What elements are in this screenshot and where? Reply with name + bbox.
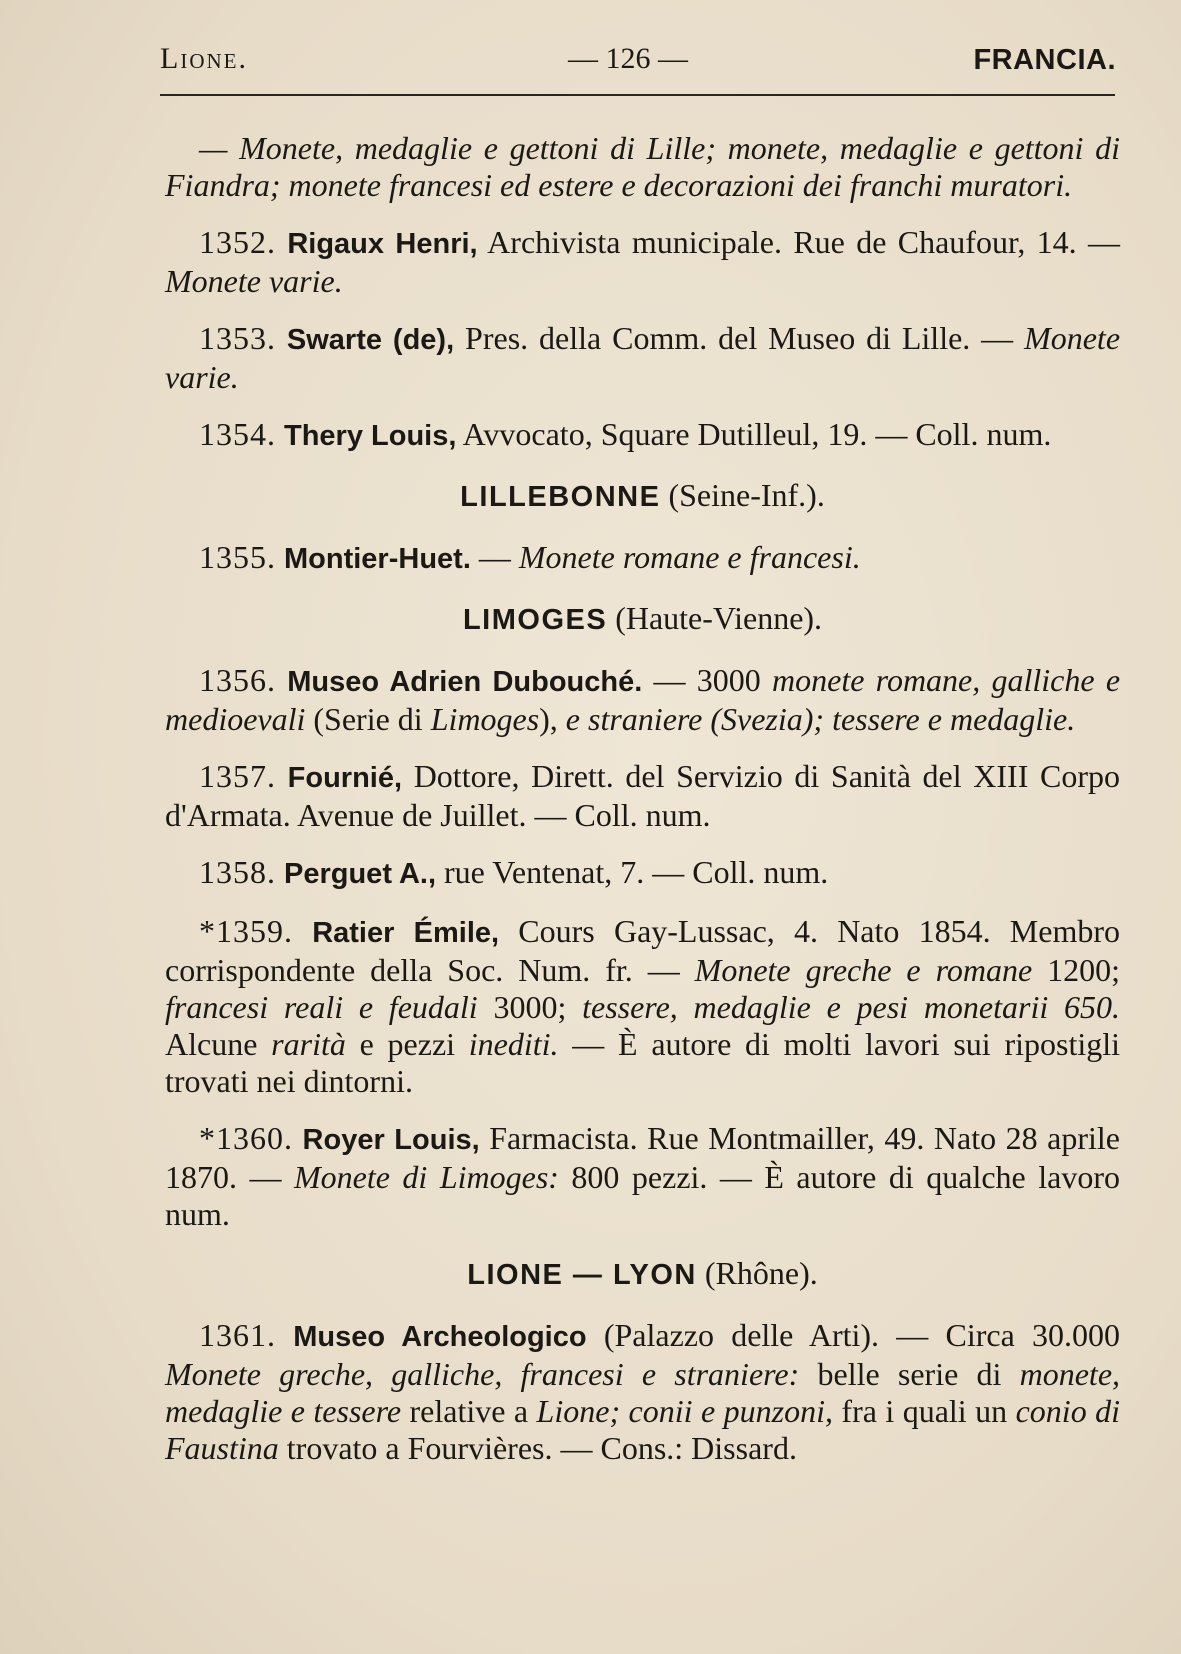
entry-text: rue Ventenat, 7. — Coll. num. <box>436 854 829 890</box>
entry-number: 1354. <box>199 416 276 452</box>
entry-italic: Limoges <box>430 701 540 737</box>
running-head-right: FRANCIA. <box>973 44 1116 76</box>
entry-name: Museo Archeologico <box>293 1321 587 1353</box>
entry-italic: Monete varie. <box>165 263 343 299</box>
entry-name: Montier-Huet. <box>284 543 471 575</box>
entry-italic: rarità <box>271 1026 346 1062</box>
entry-italic: Monete di Limoges: <box>293 1159 559 1195</box>
entry-text: 800 pezzi. — È autore di qualche lavoro num. <box>165 1159 1120 1232</box>
entry-text: e pezzi <box>345 1026 469 1062</box>
entry-italic: inediti. <box>468 1026 559 1062</box>
entry-italic: francesi reali e feudali <box>165 989 478 1025</box>
continued-paragraph: — Monete, medaglie e gettoni di Lille; monete, medaglie e gettoni di Fiandra; monete francesi ed estere e decorazioni dei franchi muratori. <box>165 130 1120 203</box>
header-rule <box>160 94 1115 96</box>
entry-italic: Monete romane e francesi. <box>518 539 861 575</box>
entry-name: Swarte (de), <box>286 324 455 356</box>
entry-text: belle serie di <box>799 1356 1020 1392</box>
entry-1357 <box>165 758 1120 834</box>
entry-name: Perguet A., <box>284 858 437 890</box>
entry-1360 <box>165 1120 1120 1233</box>
entry-name: Thery Louis, <box>284 420 457 452</box>
entry-text: Avvocato, Square Dutilleul, 19. — Coll. num. <box>456 416 1052 452</box>
entry-text: fra i quali un <box>832 1393 1016 1429</box>
entry-italic: Monete greche e romane <box>694 952 1033 988</box>
entry-text: 1200; <box>1032 952 1121 988</box>
entry-number: 1361. <box>199 1317 276 1353</box>
place-heading-lione <box>165 1253 1120 1295</box>
entry-number: 1353. <box>199 320 276 356</box>
entry-text: relative a <box>401 1393 537 1429</box>
entry-text: 3000; <box>477 989 583 1025</box>
entry-text: trovato a Fourvières. — Cons.: Dissard. <box>278 1430 797 1466</box>
entry-number: *1360. <box>199 1120 293 1156</box>
entry-text: Archivista municipale. Rue de Chaufour, 14. — <box>477 224 1120 260</box>
entry-1354 <box>165 416 1120 455</box>
page-header <box>160 42 1120 82</box>
entry-name: Rigaux Henri, <box>287 228 478 260</box>
entry-1356 <box>165 662 1120 738</box>
entry-1355 <box>165 539 1120 578</box>
running-head-left: Lione. <box>160 42 248 75</box>
entry-italic: e straniere (Svezia); tessere e medaglie. <box>565 701 1076 737</box>
place-name: LIONE — LYON <box>467 1259 697 1291</box>
entry-name: Museo Adrien Dubouché. <box>287 666 643 698</box>
entry-1358 <box>165 854 1120 893</box>
entry-1361 <box>165 1317 1120 1467</box>
entry-italic: Monete greche, galliche, francesi e straniere: <box>165 1356 800 1392</box>
entry-italic: Monete varie. <box>165 320 1121 395</box>
entry-1359 <box>165 913 1120 1100</box>
entry-number: 1352. <box>199 224 276 260</box>
entry-italic: monete romane, galliche e medioevali <box>165 662 1121 737</box>
entry-text: (Serie di <box>305 701 431 737</box>
entry-text: Farmacista. Rue Montmailler, 49. Nato 28 aprile 1870. — <box>165 1120 1121 1195</box>
entry-1353 <box>165 320 1120 396</box>
entry-text: — 3000 <box>642 662 773 698</box>
entry-number: 1358. <box>199 854 276 890</box>
entry-number: 1355. <box>199 539 276 575</box>
place-heading-limoges <box>165 598 1120 640</box>
entry-text: — <box>470 539 519 575</box>
entry-italic: Lione; conii e punzoni, <box>536 1393 833 1429</box>
entry-name: Fournié, <box>287 762 403 794</box>
entry-number: 1357. <box>199 758 276 794</box>
entry-italic: conio di Faustina <box>165 1393 1121 1466</box>
page-number: — 126 — <box>568 42 688 75</box>
entry-text: Alcune <box>165 1026 272 1062</box>
entry-italic: tessere, medaglie e pesi monetarii 650. <box>582 989 1121 1025</box>
place-region: (Haute-Vienne). <box>607 600 823 636</box>
entry-name: Ratier Émile, <box>312 917 500 949</box>
entry-text: Pres. della Comm. del Museo di Lille. — <box>454 320 1025 356</box>
entry-text: Cours Gay-Lussac, 4. Nato 1854. Membro corrispondente della Soc. Num. fr. — <box>165 913 1120 988</box>
entry-italic: monete, medaglie e tessere <box>165 1356 1121 1429</box>
entry-text: Dottore, Dirett. del Servizio di Sanità del XIII Corpo d'Armata. Avenue de Juillet. — Coll. num. <box>165 758 1121 833</box>
entry-1352 <box>165 224 1120 300</box>
entry-number: 1356. <box>199 662 276 698</box>
place-name: LILLEBONNE <box>460 481 661 513</box>
entry-text: — È autore di molti lavori sui ripostigli trovati nei dintorni. <box>165 1026 1121 1099</box>
place-region: (Rhône). <box>696 1255 818 1291</box>
place-name: LIMOGES <box>462 604 608 636</box>
page-body <box>165 130 1120 1487</box>
entry-text: (Palazzo delle Arti). — Circa 30.000 <box>586 1317 1121 1353</box>
entry-name: Royer Louis, <box>302 1124 480 1156</box>
entry-text: ), <box>539 701 566 737</box>
place-region: (Seine-Inf.). <box>660 477 825 513</box>
entry-number: *1359. <box>199 913 293 949</box>
place-heading-lillebonne <box>165 475 1120 517</box>
